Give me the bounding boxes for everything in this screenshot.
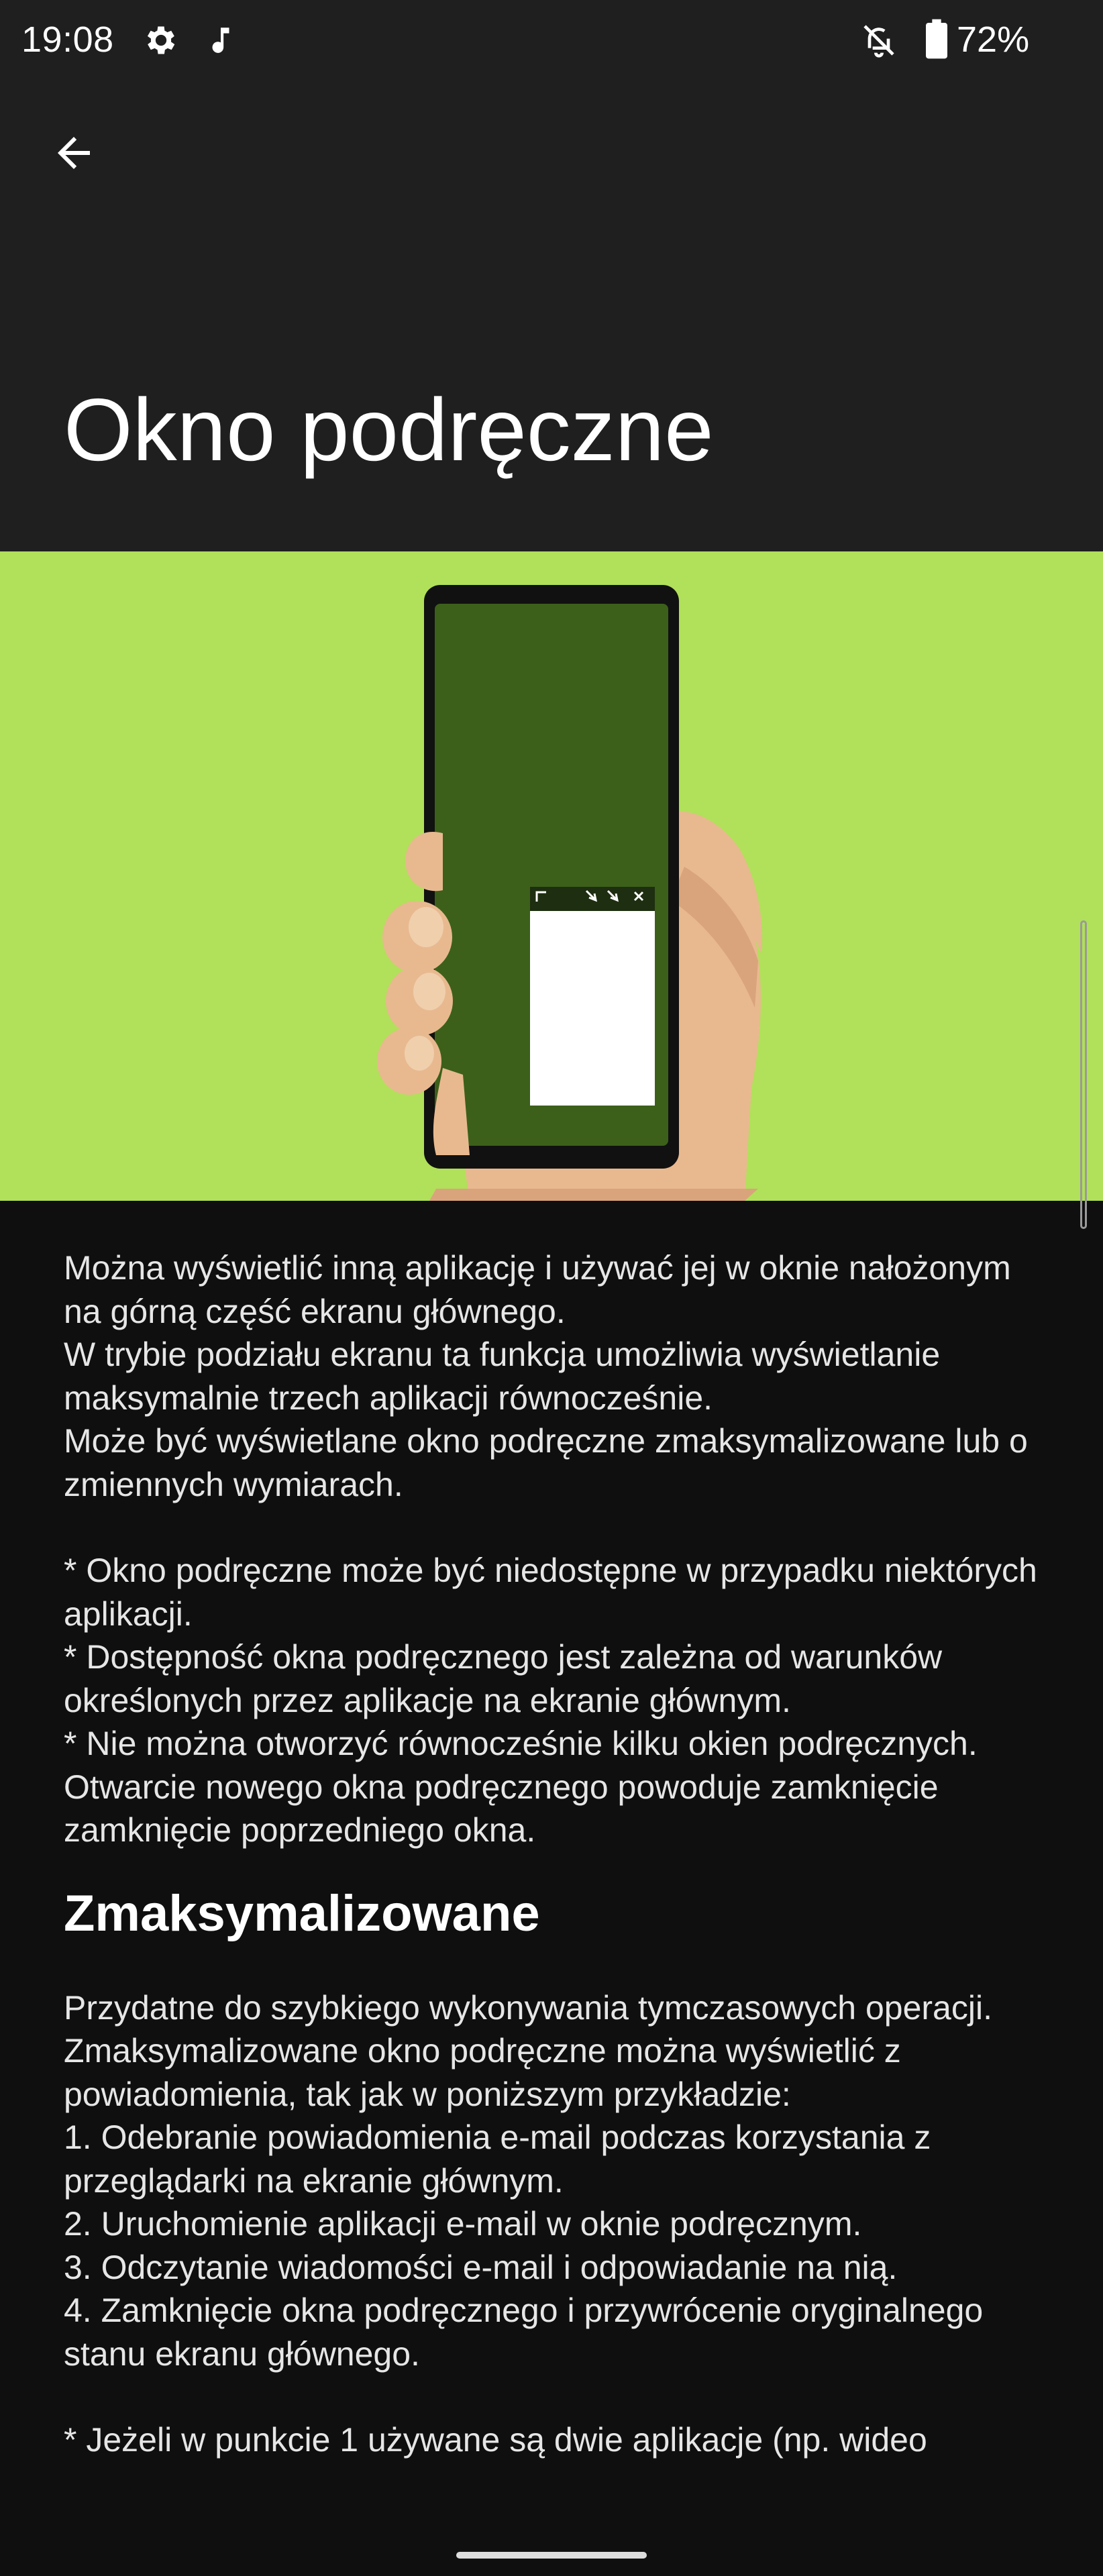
section-line: 1. Odebranie powiadomienia e-mail podczas korzystania z przeglądarki na ekranie głównym. <box>64 2118 941 2200</box>
gesture-navigation-handle[interactable] <box>456 2552 647 2559</box>
hand-holding-phone-illustration <box>0 551 1103 1201</box>
bell-off-icon <box>860 21 898 59</box>
section-line: Przydatne do szybkiego wykonywania tymczasowych operacji. <box>64 1988 992 2027</box>
status-bar <box>0 0 1103 80</box>
hero-illustration <box>0 551 1103 1201</box>
app-header <box>0 0 1103 551</box>
battery-percent: 72% <box>957 19 1030 60</box>
gear-icon <box>142 21 180 59</box>
section-line: 4. Zamknięcie okna podręcznego i przywrócenie oryginalnego stanu ekranu głównego. <box>64 2292 993 2373</box>
intro-line: W trybie podziału ekranu ta funkcja umożliwia wyświetlanie maksymalnie trzech aplikacji równocześnie. <box>64 1336 950 1417</box>
note-line: * Dostępność okna podręcznego jest zależna od warunków określonych przez aplikacje na ekranie głównym. <box>64 1638 952 1719</box>
paragraph-spacer <box>64 1506 1057 1549</box>
arrow-left-icon <box>50 129 98 177</box>
status-time: 19:08 <box>21 19 114 60</box>
section-heading: Zmaksymalizowane <box>64 1884 540 1942</box>
note-line: * Nie można otworzyć równocześnie kilku okien podręcznych. Otwarcie nowego okna podręcznego powoduje zamknięcie zamknięcie poprzedniego okna. <box>64 1725 987 1849</box>
battery-icon <box>926 19 947 59</box>
page-title: Okno podręczne <box>64 380 714 479</box>
section-line: Zmaksymalizowane okno podręczne można wyświetlić z powiadomienia, tak jak w poniższym przykładzie: <box>64 2032 910 2113</box>
content-body <box>64 1246 1057 2462</box>
music-note-icon <box>204 21 238 59</box>
section-line: 3. Odczytanie wiadomości e-mail i odpowiadanie na nią. <box>64 2248 898 2286</box>
section-line: 2. Uruchomienie aplikacji e-mail w oknie podręcznym. <box>64 2205 862 2243</box>
scrollbar[interactable] <box>1080 920 1087 1229</box>
back-button[interactable] <box>42 121 106 185</box>
note-line: * Okno podręczne może być niedostępne w przypadku niektórych aplikacji. <box>64 1552 1047 1633</box>
intro-line: Może być wyświetlane okno podręczne zmaksymalizowane lub o zmiennych wymiarach. <box>64 1422 1037 1503</box>
intro-line: Można wyświetlić inną aplikację i używać jej w oknie nałożonym na górną część ekranu głównego. <box>64 1249 1020 1330</box>
cut-off-line: * Jeżeli w punkcie 1 używane są dwie aplikacje (np. wideo <box>64 2421 927 2459</box>
bottom-fade <box>0 2482 1103 2576</box>
paragraph-spacer <box>64 2375 1057 2418</box>
